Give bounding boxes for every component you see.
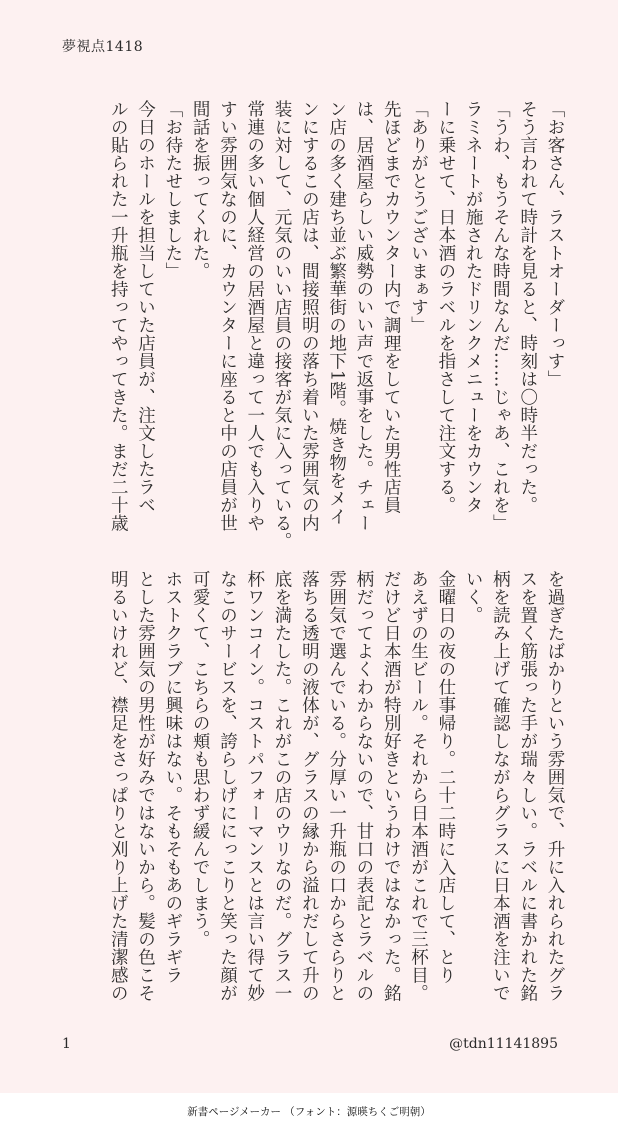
text-line: 間話を振ってくれた。 (190, 100, 211, 280)
text-line: 「お待たせしました」 (162, 100, 183, 280)
text-line: 落ちる透明の液体が、グラスの縁から溢れだして升の (299, 570, 320, 1002)
text-line: は、居酒屋らしい威勢のいい声で返事をした。チェー (353, 100, 374, 532)
text-line: 「うわ、もうそんな時間なんだ……じゃあ、これを」 (490, 100, 511, 532)
text-line: 雰囲気で選んでいる。分厚い一升瓶の口からさらりと (326, 570, 347, 1002)
text-line: 金曜日の夜の仕事帰り。二十二時に入店して、とり (435, 570, 456, 984)
page-number: 1 (62, 1036, 71, 1052)
text-line: 柄を読み上げて確認しながらグラスに日本酒を注いで (490, 570, 511, 1002)
text-line: を過ぎたばかりという雰囲気で、升に入れられたグラ (545, 570, 565, 1002)
text-block-bottom (68, 570, 568, 1010)
page-title: 夢視点1418 (62, 39, 144, 55)
text-line: ーに乗せて、日本酒のラベルを指さして注文する。 (435, 100, 456, 514)
text-line: 常連の多い個人経営の居酒屋と違って一人でも入りや (244, 100, 265, 532)
text-line: 先ほどまでカウンター内で調理をしていた男性店員 (381, 100, 402, 514)
account-handle: @tdn11141895 (449, 1036, 558, 1052)
text-line: 装に対して、元気のいい店員の接客が気に入っている。 (272, 100, 293, 550)
text-line: 「ありがとうございまぁす」 (408, 100, 429, 334)
text-line: そう言われて時計を見ると、時刻は〇時半だった。 (517, 100, 538, 514)
text-line: ホストクラブに興味はない。そもそもあのギラギラ (162, 570, 183, 984)
text-line: スを置く筋張った手が瑞々しい。ラベルに書かれた銘 (517, 570, 538, 1002)
text-line: 柄だってよくわからないので、甘口の表記とラベルの (353, 570, 374, 1002)
text-line: ンにするこの店は、間接照明の落ち着いた雰囲気の内 (299, 100, 320, 532)
text-line: 底を満たした。これがこの店のウリなのだ。グラス一 (272, 570, 293, 1002)
text-line: とした雰囲気の男性が好みではないから。髪の色こそ (135, 570, 156, 1002)
footer-caption: 新書ページメーカー （フォント：源暎ちくご明朝） (187, 1106, 431, 1118)
text-line: だけど日本酒が特別好きというわけではなかった。銘 (381, 570, 402, 1002)
text-line: ラミネートが施されたドリンクメニューをカウンタ (463, 100, 484, 514)
text-line: すい雰囲気なのに、カウンターに座ると中の店員が世 (217, 100, 238, 532)
text-block-top (68, 100, 568, 550)
text-line: 今日のホールを担当していた店員が、注文したラベ (135, 100, 156, 514)
text-line: いく。 (463, 570, 484, 624)
text-line: ルの貼られた一升瓶を持ってやってきた。まだ二十歳 (108, 100, 129, 532)
text-line: 可愛くて、こちらの頬も思わず緩んでしまう。 (190, 570, 211, 948)
text-line: 「お客さん、ラストオーダーっす」 (545, 100, 565, 388)
text-line: なこのサービスを、誇らしげににっこりと笑った顔が (217, 570, 238, 1002)
text-line: 明るいけれど、襟足をさっぱりと刈り上げた清潔感の (108, 570, 129, 1002)
text-line: あえずの生ビール。それから日本酒がこれで三杯目。 (408, 570, 429, 1002)
text-line: 杯ワンコイン。コストパフォーマンスとは言い得て妙 (244, 570, 265, 1002)
text-line: ン店の多く建ち並ぶ繁華街の地下1階。焼き物をメイ (326, 100, 347, 526)
